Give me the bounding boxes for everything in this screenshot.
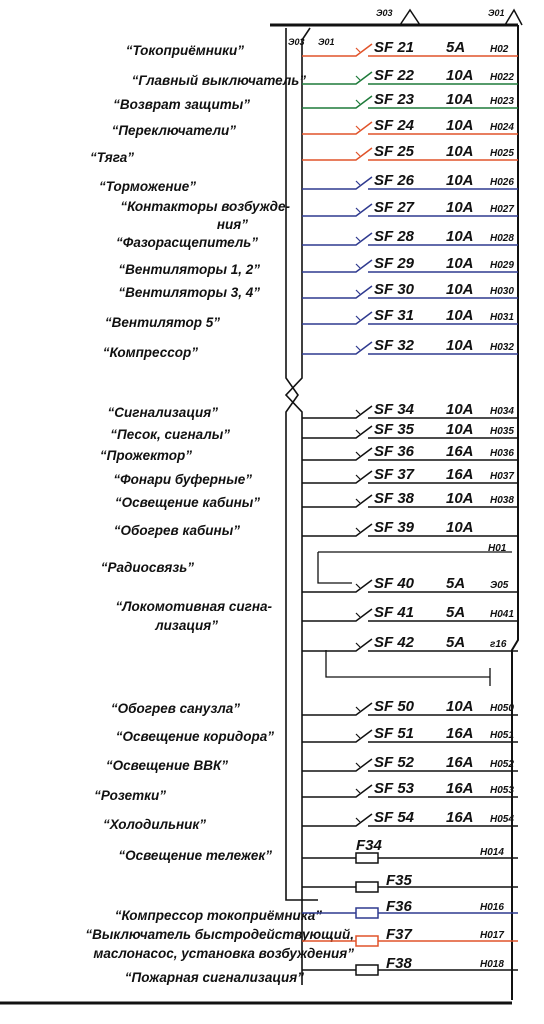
breaker-wire-label: H034 (490, 406, 514, 417)
breaker-name: SF 30 (374, 281, 415, 298)
breaker-trip-mark (356, 237, 360, 241)
breaker-name: SF 54 (374, 809, 415, 826)
breaker-wire-label: H053 (490, 785, 514, 796)
breaker-wire-label: H028 (490, 233, 514, 244)
breaker-row (302, 490, 518, 507)
breaker-contact-symbol (350, 471, 372, 483)
breaker-wire-label: H029 (490, 260, 514, 271)
breaker-trip-mark (356, 290, 360, 294)
breaker-rating: 10A (446, 281, 474, 298)
breaker-name: SF 27 (374, 199, 415, 216)
breaker-wire-label: H035 (490, 426, 514, 437)
breaker-name: SF 36 (374, 443, 415, 460)
breaker-wire-label: H038 (490, 495, 514, 506)
breaker-trip-mark (356, 643, 360, 647)
label-21: лизация” (155, 618, 218, 633)
breaker-wire-label: г16 (490, 639, 507, 650)
breaker-name: SF 38 (374, 490, 415, 507)
bus-label-vert-right: Э01 (318, 37, 335, 47)
label-6: “Контакторы возбужде- (120, 199, 290, 214)
breaker-row (302, 172, 518, 189)
breaker-name: SF 23 (374, 91, 415, 108)
label-0: “Токоприёмники” (125, 43, 244, 58)
label-25: “Розетки” (94, 788, 166, 803)
breaker-contact-symbol (350, 703, 372, 715)
breaker-name: SF 24 (374, 117, 415, 134)
fuse-symbol (356, 882, 378, 892)
breaker-row (302, 67, 518, 84)
breaker-trip-mark (356, 100, 360, 104)
bus-label-top-left: Э03 (376, 8, 393, 18)
breaker-wire-label: H037 (490, 471, 514, 482)
breaker-contact-symbol (350, 312, 372, 324)
breaker-rating: 16A (446, 809, 474, 826)
breaker-name: SF 40 (374, 575, 415, 592)
breaker-name: SF 35 (374, 421, 415, 438)
breaker-trip-mark (356, 763, 360, 767)
breaker-row (302, 228, 518, 245)
breaker-contact-symbol (350, 609, 372, 621)
breaker-name: SF 34 (374, 401, 415, 418)
breaker-trip-mark (356, 410, 360, 414)
breaker-contact-symbol (350, 286, 372, 298)
fuse-name: F36 (386, 898, 412, 915)
breaker-name: SF 32 (374, 337, 415, 354)
breaker-trip-mark (356, 126, 360, 130)
breaker-row (302, 698, 518, 715)
breaker-contact-symbol (350, 448, 372, 460)
breaker-wire-label: H052 (490, 759, 514, 770)
breaker-trip-mark (356, 584, 360, 588)
breaker-wire-label: H032 (490, 342, 514, 353)
breaker-wire-label: H024 (490, 122, 514, 133)
breaker-contact-symbol (350, 233, 372, 245)
breaker-contact-symbol (350, 406, 372, 418)
breaker-name: SF 51 (374, 725, 415, 742)
label-1: “Главный выключатель” (131, 73, 306, 88)
breaker-row (302, 421, 518, 438)
wire-H01: H01 (488, 543, 507, 554)
breaker-rating: 5A (446, 39, 466, 56)
breaker-name: SF 29 (374, 255, 415, 272)
breaker-name: SF 31 (374, 307, 415, 324)
breaker-name: SF 39 (374, 519, 415, 536)
breaker-rating: 10A (446, 172, 474, 189)
label-22: “Обогрев санузла” (110, 701, 240, 716)
breaker-rating: 10A (446, 67, 474, 84)
label-5: “Торможение” (99, 179, 196, 194)
breaker-contact-symbol (350, 44, 372, 56)
breaker-rating: 16A (446, 466, 474, 483)
breaker-contact-symbol (350, 72, 372, 84)
breaker-rating: 16A (446, 725, 474, 742)
label-14: “Песок, сигналы” (110, 427, 230, 442)
fuse-name: F34 (356, 837, 382, 854)
breaker-trip-mark (356, 346, 360, 350)
breaker-rating: 16A (446, 780, 474, 797)
label-7: ния” (216, 217, 248, 232)
breaker-row (302, 443, 518, 460)
label-20: “Локомотивная сигна- (115, 599, 272, 614)
breaker-rating: 10A (446, 307, 474, 324)
fuse-symbol (356, 965, 378, 975)
breaker-contact-symbol (350, 96, 372, 108)
breaker-row (302, 519, 518, 536)
breaker-wire-label: H054 (490, 814, 514, 825)
breaker-row (302, 307, 518, 324)
breaker-rows (302, 39, 518, 826)
breaker-name: SF 52 (374, 754, 415, 771)
breaker-wire-label: H030 (490, 286, 514, 297)
breaker-trip-mark (356, 613, 360, 617)
breaker-trip-mark (356, 48, 360, 52)
breaker-name: SF 41 (374, 604, 415, 621)
breaker-rating: 10A (446, 337, 474, 354)
breaker-contact-symbol (350, 495, 372, 507)
label-column (85, 43, 354, 985)
breaker-rating: 10A (446, 117, 474, 134)
breaker-row (302, 117, 518, 134)
breaker-row (302, 255, 518, 272)
breaker-wire-label: H023 (490, 96, 514, 107)
breaker-wire-label: H051 (490, 730, 514, 741)
breaker-wire-label: H02 (490, 44, 509, 55)
breaker-rating: 10A (446, 421, 474, 438)
breaker-trip-mark (356, 316, 360, 320)
label-17: “Освещение кабины” (114, 495, 260, 510)
breaker-wire-label: H041 (490, 609, 514, 620)
breaker-rating: 10A (446, 401, 474, 418)
breaker-wire-label: H031 (490, 312, 514, 323)
breaker-trip-mark (356, 430, 360, 434)
breaker-trip-mark (356, 734, 360, 738)
breaker-row (302, 143, 518, 160)
breaker-contact-symbol (350, 260, 372, 272)
breaker-wire-label: H036 (490, 448, 514, 459)
breaker-wire-label: Э05 (490, 580, 509, 591)
breaker-rating: 16A (446, 443, 474, 460)
fuse-wire-label: H017 (480, 930, 504, 941)
fuse-symbol (356, 908, 378, 918)
label-29: “Выключатель быстродействующий, (85, 927, 354, 942)
breaker-row (302, 91, 518, 108)
breaker-row (302, 780, 518, 797)
fuse-symbol (356, 936, 378, 946)
breaker-row (302, 754, 518, 771)
breaker-row (302, 466, 518, 483)
breaker-contact-symbol (350, 177, 372, 189)
breaker-trip-mark (356, 152, 360, 156)
fuse-row (302, 837, 518, 863)
breaker-wire-label: H022 (490, 72, 514, 83)
breaker-rating: 5A (446, 575, 466, 592)
label-30: маслонасос, установка возбуждения” (93, 946, 354, 961)
breaker-wire-label: H027 (490, 204, 514, 215)
breaker-name: SF 28 (374, 228, 415, 245)
bus-label-vert-left: Э03 (288, 37, 305, 47)
breaker-rating: 10A (446, 698, 474, 715)
breaker-row (302, 634, 518, 651)
fuse-wire-label: H018 (480, 959, 504, 970)
breaker-contact-symbol (350, 814, 372, 826)
fuse-row (302, 872, 518, 892)
breaker-contact-symbol (350, 204, 372, 216)
breaker-name: SF 22 (374, 67, 415, 84)
breaker-name: SF 42 (374, 634, 415, 651)
breaker-contact-symbol (350, 759, 372, 771)
label-2: “Возврат защиты” (113, 97, 250, 112)
breaker-trip-mark (356, 181, 360, 185)
label-3: “Переключатели” (111, 123, 236, 138)
label-15: “Прожектор” (99, 448, 192, 463)
breaker-rating: 5A (446, 634, 466, 651)
fuse-symbol (356, 853, 378, 863)
breaker-name: SF 53 (374, 780, 415, 797)
breaker-contact-symbol (350, 785, 372, 797)
label-28: “Компрессор токоприёмника” (114, 908, 322, 923)
fuse-wire-label: H016 (480, 902, 504, 913)
breaker-trip-mark (356, 528, 360, 532)
breaker-trip-mark (356, 475, 360, 479)
breaker-row (302, 401, 518, 418)
label-12: “Компрессор” (102, 345, 198, 360)
label-8: “Фазорасщепитель” (116, 235, 258, 250)
breaker-rating: 16A (446, 754, 474, 771)
fuse-name: F38 (386, 955, 412, 972)
breaker-rating: 10A (446, 255, 474, 272)
breaker-trip-mark (356, 76, 360, 80)
breaker-row (302, 281, 518, 298)
breaker-contact-symbol (350, 639, 372, 651)
breaker-row (302, 725, 518, 742)
breaker-trip-mark (356, 707, 360, 711)
breaker-contact-symbol (350, 580, 372, 592)
label-10: “Вентиляторы 3, 4” (118, 285, 260, 300)
breaker-trip-mark (356, 208, 360, 212)
label-11: “Вентилятор 5” (104, 315, 220, 330)
label-19: “Радиосвязь” (100, 560, 194, 575)
breaker-name: SF 25 (374, 143, 415, 160)
fuse-row (302, 898, 518, 918)
breaker-contact-symbol (350, 122, 372, 134)
label-31: “Пожарная сигнализация” (124, 970, 304, 985)
label-24: “Освещение ВВК” (105, 758, 228, 773)
breaker-wire-label: H050 (490, 703, 514, 714)
breaker-row (302, 809, 518, 826)
breaker-name: SF 21 (374, 39, 415, 56)
breaker-contact-symbol (350, 524, 372, 536)
label-4: “Тяга” (89, 150, 134, 165)
breaker-contact-symbol (350, 426, 372, 438)
label-27: “Освещение тележек” (118, 848, 272, 863)
breaker-rating: 10A (446, 519, 474, 536)
breaker-wire-label: H025 (490, 148, 514, 159)
breaker-contact-symbol (350, 730, 372, 742)
breaker-rating: 10A (446, 91, 474, 108)
breaker-rating: 10A (446, 199, 474, 216)
breaker-name: SF 50 (374, 698, 415, 715)
label-26: “Холодильник” (103, 817, 206, 832)
breaker-rating: 10A (446, 228, 474, 245)
breaker-name: SF 37 (374, 466, 415, 483)
breaker-rating: 10A (446, 490, 474, 507)
fuse-name: F35 (386, 872, 412, 889)
breaker-row (302, 199, 518, 216)
label-9: “Вентиляторы 1, 2” (118, 262, 260, 277)
breaker-rating: 10A (446, 143, 474, 160)
fuse-name: F37 (386, 926, 412, 943)
breaker-trip-mark (356, 499, 360, 503)
fuse-wire-label: H014 (480, 847, 504, 858)
breaker-trip-mark (356, 264, 360, 268)
breaker-row (302, 604, 518, 621)
breaker-trip-mark (356, 452, 360, 456)
label-23: “Освещение коридора” (115, 729, 274, 744)
breaker-trip-mark (356, 789, 360, 793)
label-13: “Сигнализация” (107, 405, 218, 420)
label-16: “Фонари буферные” (113, 472, 252, 487)
breaker-name: SF 26 (374, 172, 415, 189)
breaker-rating: 5A (446, 604, 466, 621)
breaker-contact-symbol (350, 148, 372, 160)
breaker-wire-label: H026 (490, 177, 514, 188)
breaker-contact-symbol (350, 342, 372, 354)
bus-label-top-right: Э01 (488, 8, 505, 18)
breaker-trip-mark (356, 818, 360, 822)
breaker-row (302, 337, 518, 354)
radio-loop (318, 552, 512, 686)
label-18: “Обогрев кабины” (113, 523, 240, 538)
